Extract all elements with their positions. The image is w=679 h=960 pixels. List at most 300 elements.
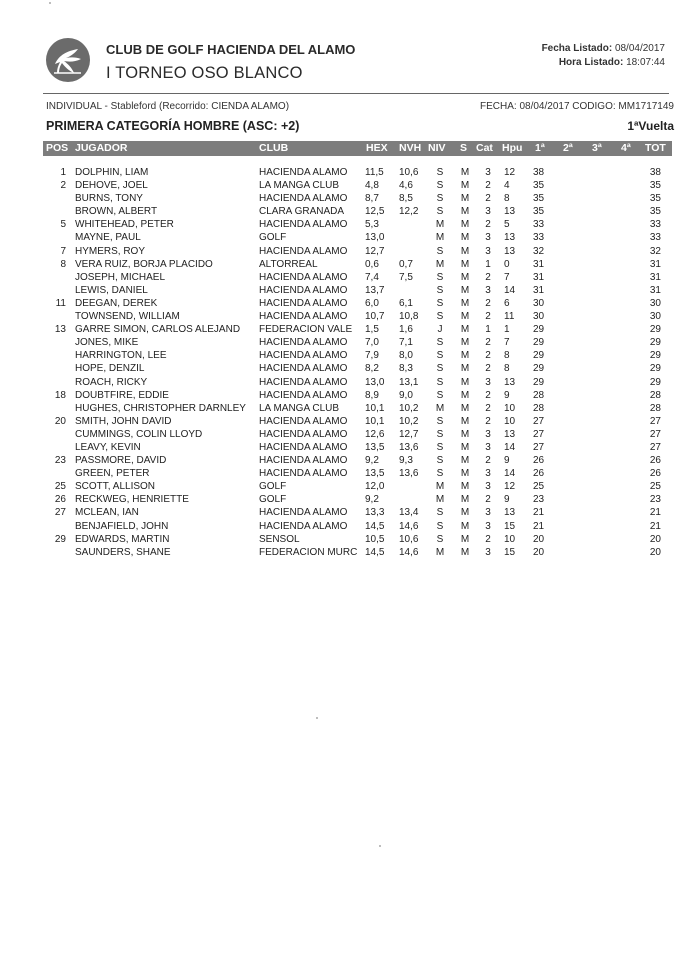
table-row <box>0 205 679 218</box>
club-logo-icon <box>45 37 91 83</box>
category: 1 <box>485 324 491 336</box>
position: 25 <box>54 481 66 493</box>
player-name: LEAVY, KEVIN <box>75 441 141 453</box>
category: 2 <box>485 389 491 401</box>
col-round1: 1ª <box>535 142 545 154</box>
level: J <box>437 324 443 336</box>
hex-value: 8,7 <box>365 193 379 205</box>
player-name: SCOTT, ALLISON <box>75 481 156 493</box>
category: 2 <box>485 337 491 349</box>
hex-value: 0,6 <box>365 258 379 270</box>
level: M <box>435 494 445 506</box>
table-row <box>0 258 679 271</box>
category: 2 <box>485 180 491 192</box>
player-name: HARRINGTON, LEE <box>75 350 167 362</box>
player-name: SAUNDERS, SHANE <box>75 546 171 558</box>
listed-time-label: Hora Listado: <box>558 57 624 68</box>
sex: M <box>460 389 470 401</box>
category: 3 <box>485 206 491 218</box>
position: 8 <box>60 258 66 270</box>
total-score: 31 <box>649 284 661 296</box>
col-sex: S <box>460 142 468 154</box>
col-player: JUGADOR <box>75 142 128 154</box>
col-round3: 3ª <box>592 142 602 154</box>
col-nvh: NVH <box>399 142 422 154</box>
sex: M <box>460 193 470 205</box>
sex: M <box>460 520 470 532</box>
handicap: 6 <box>504 297 510 309</box>
sex: M <box>460 284 470 296</box>
player-name: BENJAFIELD, JOHN <box>75 520 169 532</box>
nvh-value: 6,1 <box>399 297 413 309</box>
col-round2: 2ª <box>563 142 573 154</box>
handicap: 15 <box>504 520 516 532</box>
col-pos: POS <box>46 142 69 154</box>
total-score: 26 <box>649 468 661 480</box>
category: 2 <box>485 402 491 414</box>
category-title: PRIMERA CATEGORÍA HOMBRE (ASC: +2) <box>46 119 300 133</box>
hex-value: 10,7 <box>365 311 385 323</box>
position: 11 <box>55 297 66 309</box>
club-name-cell: HACIENDA ALAMO <box>259 311 348 323</box>
player-name: WHITEHEAD, PETER <box>75 219 174 231</box>
round1-score: 28 <box>533 402 545 414</box>
club-name-cell: HACIENDA ALAMO <box>259 350 348 362</box>
position: 29 <box>54 533 66 545</box>
tournament-title: I TORNEO OSO BLANCO <box>106 64 303 82</box>
table-row <box>0 506 679 519</box>
position: 20 <box>54 415 66 427</box>
position: 23 <box>54 455 66 467</box>
level: S <box>436 441 444 453</box>
hex-value: 13,5 <box>365 468 385 480</box>
sex: M <box>460 245 470 257</box>
player-name: GREEN, PETER <box>75 468 150 480</box>
club-name-cell: HACIENDA ALAMO <box>259 245 348 257</box>
total-score: 28 <box>649 402 661 414</box>
table-row <box>0 245 679 258</box>
club-name-cell: GOLF <box>259 232 287 244</box>
handicap: 9 <box>504 494 510 506</box>
col-hpu: Hpu <box>502 142 523 154</box>
category: 3 <box>485 232 491 244</box>
total-score: 28 <box>649 389 661 401</box>
col-round4: 4ª <box>621 142 631 154</box>
round1-score: 29 <box>533 363 545 375</box>
table-row <box>0 349 679 362</box>
club-name: CLUB DE GOLF HACIENDA DEL ALAMO <box>106 42 356 57</box>
table-row <box>0 415 679 428</box>
sex: M <box>460 507 470 519</box>
category: 3 <box>485 245 491 257</box>
club-name-cell: HACIENDA ALAMO <box>259 219 348 231</box>
player-name: GARRE SIMON, CARLOS ALEJAND <box>75 324 241 336</box>
total-score: 20 <box>649 533 661 545</box>
header-divider <box>43 93 669 94</box>
table-row <box>0 480 679 493</box>
hex-value: 14,5 <box>365 546 385 558</box>
nvh-value: 0,7 <box>399 258 413 270</box>
nvh-value: 10,6 <box>399 533 419 545</box>
table-row <box>0 402 679 415</box>
player-name: DOLPHIN, LIAM <box>75 167 149 178</box>
club-name-cell: LA MANGA CLUB <box>259 402 340 414</box>
category: 2 <box>485 193 491 205</box>
total-score: 30 <box>649 311 661 323</box>
hex-value: 12,7 <box>365 245 385 257</box>
club-name-cell: HACIENDA ALAMO <box>259 284 348 296</box>
category: 2 <box>485 415 491 427</box>
listed-date: 08/04/2017 <box>614 43 665 54</box>
player-name: MCLEAN, IAN <box>75 507 139 519</box>
sex: M <box>460 167 470 178</box>
table-row <box>0 362 679 375</box>
scan-speck <box>49 2 51 4</box>
handicap: 7 <box>504 337 510 349</box>
level: S <box>436 520 444 532</box>
nvh-value: 9,0 <box>399 389 413 401</box>
player-name: EDWARDS, MARTIN <box>75 533 170 545</box>
nvh-value: 7,1 <box>399 337 413 349</box>
nvh-value: 8,3 <box>399 363 413 375</box>
nvh-value: 10,8 <box>399 311 419 323</box>
total-score: 30 <box>649 297 661 309</box>
category: 2 <box>485 271 491 283</box>
nvh-value: 13,6 <box>399 441 419 453</box>
club-name-cell: HACIENDA ALAMO <box>259 455 348 467</box>
player-name: RECKWEG, HENRIETTE <box>75 494 189 506</box>
table-row <box>0 376 679 389</box>
nvh-value: 9,3 <box>399 455 413 467</box>
nvh-value: 10,2 <box>399 402 419 414</box>
player-name: JONES, MIKE <box>75 337 139 349</box>
listed-time: 18:07:44 <box>626 57 665 68</box>
round1-score: 31 <box>533 284 545 296</box>
nvh-value: 13,4 <box>399 507 419 519</box>
hex-value: 14,5 <box>365 520 385 532</box>
sex: M <box>460 468 470 480</box>
club-name-cell: CLARA GRANADA <box>259 206 345 218</box>
nvh-value: 12,2 <box>399 206 419 218</box>
table-row <box>0 493 679 506</box>
round1-score: 35 <box>533 193 545 205</box>
nvh-value: 8,0 <box>399 350 413 362</box>
round1-score: 29 <box>533 337 545 349</box>
total-score: 20 <box>649 546 661 558</box>
nvh-value: 10,6 <box>399 167 419 178</box>
level: M <box>435 481 445 493</box>
level: S <box>436 415 444 427</box>
category: 3 <box>485 520 491 532</box>
hex-value: 13,7 <box>365 284 385 296</box>
handicap: 13 <box>504 245 516 257</box>
level: S <box>436 297 444 309</box>
total-score: 35 <box>649 193 661 205</box>
hex-value: 1,5 <box>365 324 379 336</box>
round1-score: 26 <box>533 455 545 467</box>
handicap: 13 <box>504 206 516 218</box>
category: 3 <box>485 507 491 519</box>
sex: M <box>460 271 470 283</box>
level: S <box>436 284 444 296</box>
level: S <box>436 350 444 362</box>
total-score: 29 <box>649 350 661 362</box>
handicap: 13 <box>504 232 516 244</box>
level: S <box>436 389 444 401</box>
round1-score: 20 <box>533 533 545 545</box>
club-name-cell: HACIENDA ALAMO <box>259 520 348 532</box>
position: 13 <box>54 324 66 336</box>
handicap: 12 <box>504 481 516 493</box>
handicap: 10 <box>504 415 516 427</box>
hex-value: 13,0 <box>365 376 385 388</box>
total-score: 26 <box>649 455 661 467</box>
level: S <box>436 533 444 545</box>
total-score: 21 <box>649 520 661 532</box>
sex: M <box>460 258 470 270</box>
level: S <box>436 193 444 205</box>
round1-score: 35 <box>533 206 545 218</box>
table-row <box>0 389 679 402</box>
handicap: 13 <box>504 376 516 388</box>
date-code: FECHA: 08/04/2017 CODIGO: MM1717149 <box>480 101 674 112</box>
table-row <box>0 166 679 179</box>
club-name-cell: HACIENDA ALAMO <box>259 271 348 283</box>
total-score: 35 <box>649 180 661 192</box>
sex: M <box>460 297 470 309</box>
col-niv: NIV <box>428 142 446 154</box>
nvh-value: 7,5 <box>399 271 413 283</box>
hex-value: 8,9 <box>365 389 379 401</box>
hex-value: 5,3 <box>365 219 379 231</box>
table-row <box>0 336 679 349</box>
hex-value: 13,0 <box>365 232 385 244</box>
hex-value: 13,3 <box>365 507 385 519</box>
round1-score: 30 <box>533 311 545 323</box>
nvh-value: 13,6 <box>399 468 419 480</box>
handicap: 9 <box>504 389 510 401</box>
level: S <box>436 468 444 480</box>
player-name: LEWIS, DANIEL <box>75 284 148 296</box>
club-name-cell: HACIENDA ALAMO <box>259 428 348 440</box>
table-row <box>0 441 679 454</box>
results-table <box>0 166 679 559</box>
round1-score: 38 <box>533 167 545 178</box>
hex-value: 10,1 <box>365 415 385 427</box>
handicap: 14 <box>504 468 516 480</box>
total-score: 29 <box>649 363 661 375</box>
table-row <box>0 546 679 559</box>
player-name: VERA RUIZ, BORJA PLACIDO <box>75 258 213 270</box>
sex: M <box>460 232 470 244</box>
category: 2 <box>485 494 491 506</box>
level: S <box>436 455 444 467</box>
player-name: HUGHES, CHRISTOPHER DARNLEY <box>75 402 246 414</box>
category: 2 <box>485 363 491 375</box>
hex-value: 7,0 <box>365 337 379 349</box>
handicap: 15 <box>504 546 516 558</box>
sex: M <box>460 376 470 388</box>
competition-format: INDIVIDUAL - Stableford (Recorrido: CIENDA ALAMO) <box>46 101 290 112</box>
sex: M <box>460 402 470 414</box>
table-row <box>0 231 679 244</box>
nvh-value: 14,6 <box>399 520 419 532</box>
handicap: 1 <box>504 324 510 336</box>
club-name-cell: HACIENDA ALAMO <box>259 376 348 388</box>
category: 3 <box>485 481 491 493</box>
level: M <box>435 258 445 270</box>
club-name-cell: HACIENDA ALAMO <box>259 389 348 401</box>
sex: M <box>460 350 470 362</box>
category: 3 <box>485 428 491 440</box>
player-name: CUMMINGS, COLIN LLOYD <box>75 428 203 440</box>
category: 2 <box>485 219 491 231</box>
hex-value: 7,4 <box>365 271 379 283</box>
table-row <box>0 310 679 323</box>
nvh-value: 4,6 <box>399 180 413 192</box>
level: S <box>436 180 444 192</box>
hex-value: 13,5 <box>365 441 385 453</box>
round1-score: 33 <box>533 219 545 231</box>
round1-score: 23 <box>533 494 545 506</box>
club-name-cell: HACIENDA ALAMO <box>259 468 348 480</box>
round1-score: 26 <box>533 468 545 480</box>
sex: M <box>460 455 470 467</box>
round1-score: 20 <box>533 546 545 558</box>
nvh-value: 12,7 <box>399 428 419 440</box>
total-score: 27 <box>649 428 661 440</box>
nvh-value: 1,6 <box>399 324 413 336</box>
level: S <box>436 245 444 257</box>
club-name-cell: ALTORREAL <box>259 258 318 270</box>
club-name-cell: SENSOL <box>259 533 300 545</box>
round1-score: 32 <box>533 245 545 257</box>
round1-score: 27 <box>533 441 545 453</box>
player-name: DOUBTFIRE, EDDIE <box>75 389 169 401</box>
handicap: 13 <box>504 428 516 440</box>
sex: M <box>460 533 470 545</box>
listing-meta <box>542 42 665 70</box>
round1-score: 31 <box>533 258 545 270</box>
total-score: 23 <box>649 494 661 506</box>
round1-score: 29 <box>533 376 545 388</box>
total-score: 29 <box>649 376 661 388</box>
category: 2 <box>485 350 491 362</box>
col-total: TOT <box>645 142 666 154</box>
sex: M <box>460 546 470 558</box>
level: S <box>436 507 444 519</box>
listed-date-label: Fecha Listado: <box>541 43 613 54</box>
table-row <box>0 533 679 546</box>
club-name-cell: HACIENDA ALAMO <box>259 415 348 427</box>
handicap: 14 <box>504 284 516 296</box>
total-score: 35 <box>649 206 661 218</box>
sex: M <box>460 324 470 336</box>
handicap: 11 <box>504 311 515 323</box>
hex-value: 10,1 <box>365 402 385 414</box>
level: S <box>436 167 444 178</box>
club-name-cell: HACIENDA ALAMO <box>259 507 348 519</box>
handicap: 5 <box>504 219 510 231</box>
sex: M <box>460 206 470 218</box>
player-name: TOWNSEND, WILLIAM <box>75 311 180 323</box>
table-row <box>0 323 679 336</box>
round1-score: 28 <box>533 389 545 401</box>
total-score: 31 <box>649 271 661 283</box>
hex-value: 9,2 <box>365 455 379 467</box>
category: 2 <box>485 297 491 309</box>
level: S <box>436 428 444 440</box>
table-row <box>0 192 679 205</box>
player-name: DEEGAN, DEREK <box>75 297 158 309</box>
handicap: 13 <box>504 507 516 519</box>
handicap: 9 <box>504 455 510 467</box>
table-row <box>0 271 679 284</box>
sex: M <box>460 494 470 506</box>
round1-score: 30 <box>533 297 545 309</box>
level: S <box>436 363 444 375</box>
position: 7 <box>60 245 66 257</box>
level: S <box>436 271 444 283</box>
level: S <box>436 311 444 323</box>
round1-score: 21 <box>533 507 545 519</box>
hex-value: 9,2 <box>365 494 379 506</box>
player-name: HOPE, DENZIL <box>75 363 145 375</box>
round1-score: 35 <box>533 180 545 192</box>
hex-value: 10,5 <box>365 533 385 545</box>
position: 5 <box>60 219 66 231</box>
club-name-cell: GOLF <box>259 481 287 493</box>
sex: M <box>460 481 470 493</box>
sex: M <box>460 219 470 231</box>
col-club: CLUB <box>259 142 289 154</box>
position: 27 <box>54 507 66 519</box>
club-name-cell: HACIENDA ALAMO <box>259 297 348 309</box>
sex: M <box>460 311 470 323</box>
level: M <box>435 402 445 414</box>
nvh-value: 14,6 <box>399 546 419 558</box>
player-name: SMITH, JOHN DAVID <box>75 415 172 427</box>
category: 3 <box>485 546 491 558</box>
handicap: 0 <box>504 258 510 270</box>
handicap: 8 <box>504 350 510 362</box>
hex-value: 8,2 <box>365 363 379 375</box>
level: S <box>436 206 444 218</box>
nvh-value: 13,1 <box>399 376 419 388</box>
level: M <box>435 219 445 231</box>
nvh-value: 8,5 <box>399 193 413 205</box>
col-hex: HEX <box>366 142 388 154</box>
sex: M <box>460 415 470 427</box>
category: 2 <box>485 311 491 323</box>
player-name: JOSEPH, MICHAEL <box>75 271 166 283</box>
round1-score: 31 <box>533 271 545 283</box>
position: 1 <box>60 167 66 178</box>
col-cat: Cat <box>476 142 493 154</box>
club-name-cell: GOLF <box>259 494 287 506</box>
club-name-cell: HACIENDA ALAMO <box>259 363 348 375</box>
level: S <box>436 337 444 349</box>
total-score: 25 <box>649 481 661 493</box>
table-row <box>0 297 679 310</box>
hex-value: 11,5 <box>365 167 384 178</box>
handicap: 10 <box>504 533 516 545</box>
nvh-value: 10,2 <box>399 415 419 427</box>
player-name: HYMERS, ROY <box>75 245 146 257</box>
position: 2 <box>60 180 66 192</box>
scan-speck <box>379 845 381 847</box>
handicap: 4 <box>504 180 510 192</box>
